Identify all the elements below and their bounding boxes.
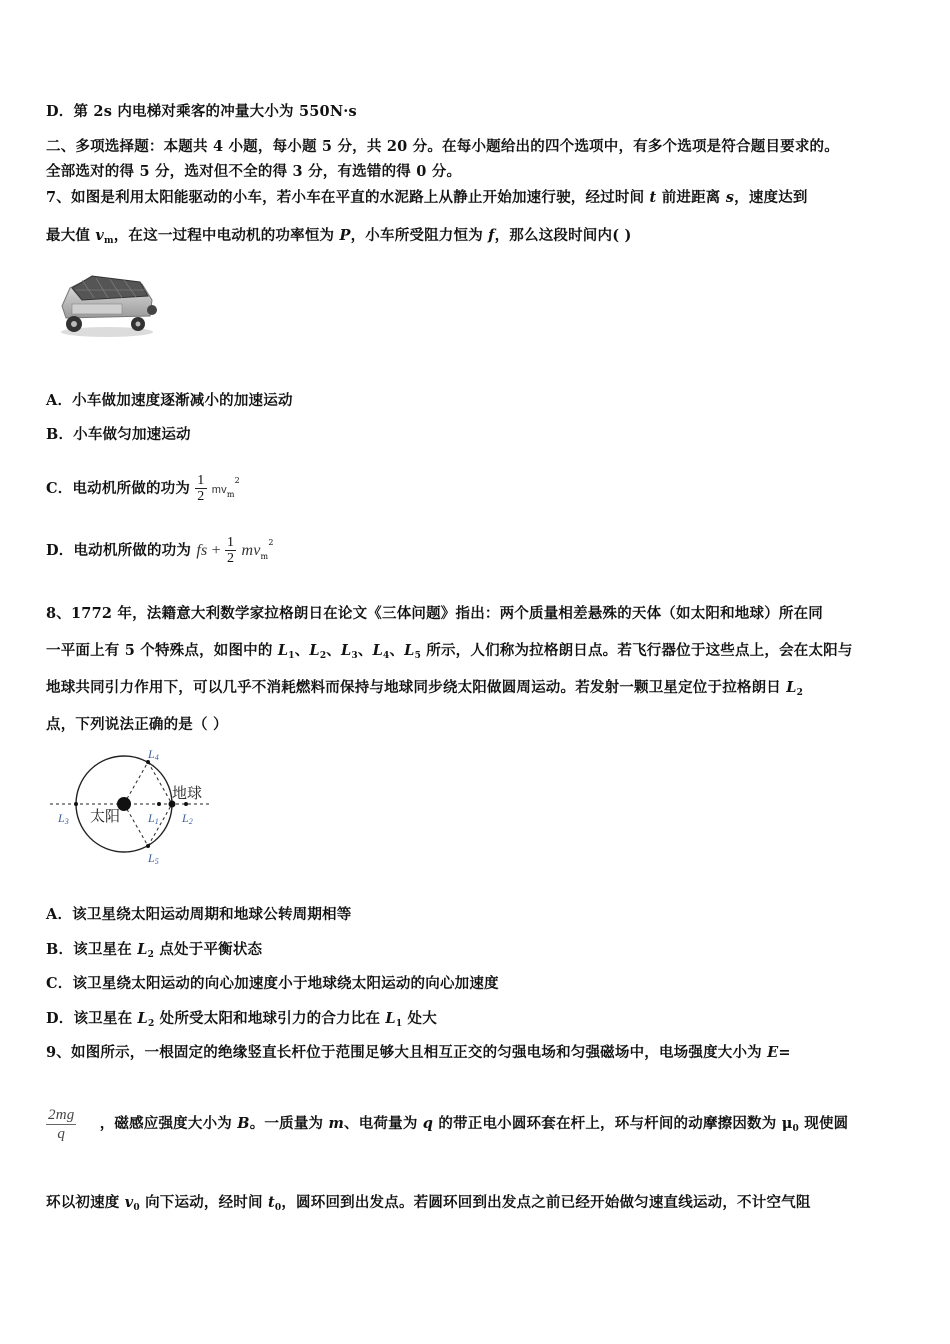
l5-label: L5 — [148, 851, 159, 866]
l4-label: L4 — [148, 748, 159, 762]
q7-stem-line1: 7、如图是利用太阳能驱动的小车，若小车在平直的水泥路上从静止开始加速行驶，经过时间 t 前进距离 s，速度达到 — [46, 189, 808, 206]
fraction-one-half: $\frac{1}{2}$ — [197, 473, 205, 504]
l2-label: L2 — [182, 811, 193, 826]
q7-stem-line2: 最大值 $v_m$，在这一过程中电动机的功率恒为 P，小车所受阻力恒为 f，那么这段时间内( ) — [46, 227, 632, 246]
section2-line2: 全部选对的得 5 分，选对但不全的得 3 分，有选错的得 0 分。 — [46, 163, 462, 180]
q9-stem-line1: 9、如图所示，一根固定的绝缘竖直长杆位于范围足够大且相互正交的匀强电场和匀强磁场中，电场强度大小为 E= — [46, 1044, 791, 1061]
q7-option-c: C．电动机所做的功为 $\frac{1}{2}$ $mv_m^2$ — [46, 473, 240, 504]
q6-option-d: D．第 2s 内电梯对乘客的冲量大小为 550N·s — [46, 103, 357, 120]
q8-stem-line2: 一平面上有 5 个特殊点，如图中的 $L_1$、$L_2$、$L_3$、$L_4$、$L_5$ 所示，人们称为拉格朗日点。若飞行器位于这些点上，会在太阳与 — [46, 642, 853, 661]
earth-label: 地球 — [172, 784, 203, 802]
q7-option-b: B．小车做匀加速运动 — [46, 426, 191, 443]
section2-line1: 二、多项选择题：本题共 4 小题，每小题 5 分，共 20 分。在每小题给出的四个选项中，有多个选项是符合题目要求的。 — [46, 138, 839, 155]
q8-option-d: D．该卫星在 $L_2$ 处所受太阳和地球引力的合力比在 $L_1$ 处大 — [46, 1010, 437, 1029]
q8-option-b: B．该卫星在 $L_2$ 点处于平衡状态 — [46, 941, 263, 960]
sun-label: 太阳 — [90, 807, 121, 825]
q8-option-c: C．该卫星绕太阳运动的向心加速度小于地球绕太阳运动的向心加速度 — [46, 975, 499, 992]
fraction-one-half: $\frac{1}{2}$ — [227, 535, 235, 566]
l1-label: L1 — [148, 811, 159, 826]
fraction-2mg-over-q: $\frac{2mg}{q}$ — [48, 1106, 75, 1142]
q7-option-a: A．小车做加速度逐渐减小的加速运动 — [46, 392, 293, 409]
solar-car-figure — [52, 266, 162, 340]
q8-option-a: A．该卫星绕太阳运动周期和地球公转周期相等 — [46, 906, 352, 923]
q9-stem-line2: $\frac{2mg}{q}$ ，磁感应强度大小为 B。一质量为 m、电荷量为 q 的带正电小圆环套在杆上，环与杆间的动摩擦因数为 $\mu_0$ 现使圆 — [48, 1106, 849, 1142]
l3-label: L3 — [58, 811, 69, 826]
lagrange-points-figure — [44, 748, 219, 868]
q8-stem-line4: 点，下列说法正确的是（ ） — [46, 716, 228, 733]
q9-stem-line3: 环以初速度 $v_0$ 向下运动，经时间 $t_0$，圆环回到出发点。若圆环回到出发点之前已经开始做匀速直线运动，不计空气阻 — [46, 1194, 811, 1213]
q8-stem-line3: 地球共同引力作用下，可以几乎不消耗燃料而保持与地球同步绕太阳做圆周运动。若发射一颗卫星定位于拉格朗日 $L_2$ — [46, 679, 804, 698]
q8-stem-line1: 8、1772 年，法籍意大利数学家拉格朗日在论文《三体问题》指出：两个质量相差悬殊的天体（如太阳和地球）所在同 — [46, 605, 823, 622]
q7-option-d: D．电动机所做的功为 fs + $\frac{1}{2}$ $mv_m^2$ — [46, 535, 274, 566]
